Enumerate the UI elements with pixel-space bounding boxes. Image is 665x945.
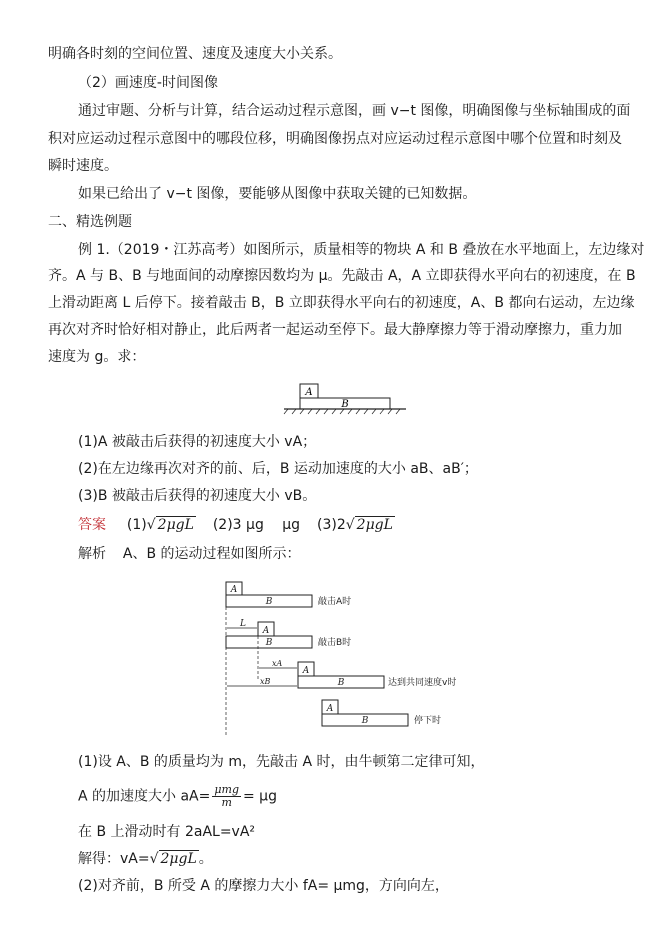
intro-line-6: 如果已给出了 v−t 图像，要能够从图像中获取关键的已知数据。 [78,186,477,202]
stacked-blocks-figure [280,380,410,416]
row3-label-b: B [337,678,345,688]
dim-xa-label: xA [272,659,283,668]
section-heading-examples: 二、精选例题 [48,214,132,230]
block-b-label: B [341,399,349,410]
answer-part-1-radicand: 2μgL [157,517,194,533]
fraction-denominator: m [221,796,232,809]
caption-strike-b: 敲击B时 [318,638,352,648]
question-1: (1)A 被敲击后获得的初速度大小 vA； [78,434,317,450]
question-3: (3)B 被敲击后获得的初速度大小 vB。 [78,488,317,504]
row4-label-a: A [326,704,334,714]
intro-line-3: 通过审题、分析与计算，结合运动过程示意图，画 v−t 图像，明确图像与坐标轴围成的面 [78,103,631,119]
solve-va-radicand: 2μgL [160,851,197,867]
analysis-line [78,544,301,564]
fraction-numerator: μmg [214,783,239,796]
answer-line [78,515,395,535]
row4-label-b: B [361,716,369,726]
answer-label: 答案 [78,517,106,533]
analysis-label: 解析 [78,546,106,562]
solve-va-prefix: 解得：vA= [78,851,150,867]
answer-part-1-prefix: (1) [126,517,147,533]
intro-line-5: 瞬时速度。 [48,158,118,174]
solution-line-5: (2)对齐前，B 所受 A 的摩擦力大小 fA= μmg，方向向左， [78,878,449,894]
intro-line-4: 积对应运动过程示意图中的哪段位移，明确图像拐点对应运动过程示意图中哪个位置和时刻及 [48,131,622,147]
accel-a-prefix: A 的加速度大小 aA= [78,788,211,805]
solution-line-3: 在 B 上滑动时有 2aAL=vA² [78,824,256,840]
row3-label-a: A [302,666,310,676]
section-heading-vt: （2）画速度-时间图像 [78,75,218,91]
sqrt-symbol: √ 2μgL [149,851,197,867]
solution-line-4 [78,849,213,869]
dim-xb-label: xB [260,677,271,686]
solve-va-suffix: 。 [198,851,213,867]
answer-part-3-prefix: (3)2 [316,517,346,533]
row1-label-b: B [265,597,273,607]
fraction [212,784,241,809]
example-line-5: 速度为 g。求： [48,349,146,365]
example-line-3: 上滑动距离 L 后停下。接着敲击 B，B 立即获得水平向右的初速度，A、B 都向右运动，左边缘 [48,295,635,311]
answer-part-2: (2)3 μg μg [212,517,301,533]
intro-line-1: 明确各时刻的空间位置、速度及速度大小关系。 [48,46,342,62]
caption-stopped: 停下时 [414,716,442,726]
caption-strike-a: 敲击A时 [318,597,352,607]
example-line-2: 齐。A 与 B、B 与地面间的动摩擦因数均为 μ。先敲击 A，A 立即获得水平向右的初速度，在 B [48,268,636,284]
question-2: (2)在左边缘再次对齐的前、后，B 运动加速度的大小 aB、aB′； [78,461,478,477]
sqrt-symbol: √ 2μgL [345,517,393,533]
row2-label-a: A [262,626,270,636]
row2-label-b: B [265,638,273,648]
sqrt-symbol: √ 2μgL [146,517,194,533]
example-line-1: 例 1.（2019・江苏高考）如图所示，质量相等的物块 A 和 B 叠放在水平地面上，左边缘对 [78,242,645,258]
analysis-text: A、B 的运动过程如图所示： [122,546,301,562]
dim-l-label: L [240,619,246,629]
solution-line-2 [78,784,277,809]
example-line-4: 再次对齐时恰好相对静止，此后两者一起运动至停下。最大静摩擦力等于滑动摩擦力，重力加 [48,322,622,338]
answer-part-3-radicand: 2μgL [356,517,393,533]
caption-common-velocity: 达到共同速度v时 [388,678,457,688]
block-a-label: A [305,387,313,398]
motion-process-figure [220,576,510,736]
solution-line-1: (1)设 A、B 的质量均为 m，先敲击 A 时，由牛顿第二定律可知， [78,754,485,770]
row1-label-a: A [230,585,238,595]
accel-a-result: = μg [243,788,277,805]
